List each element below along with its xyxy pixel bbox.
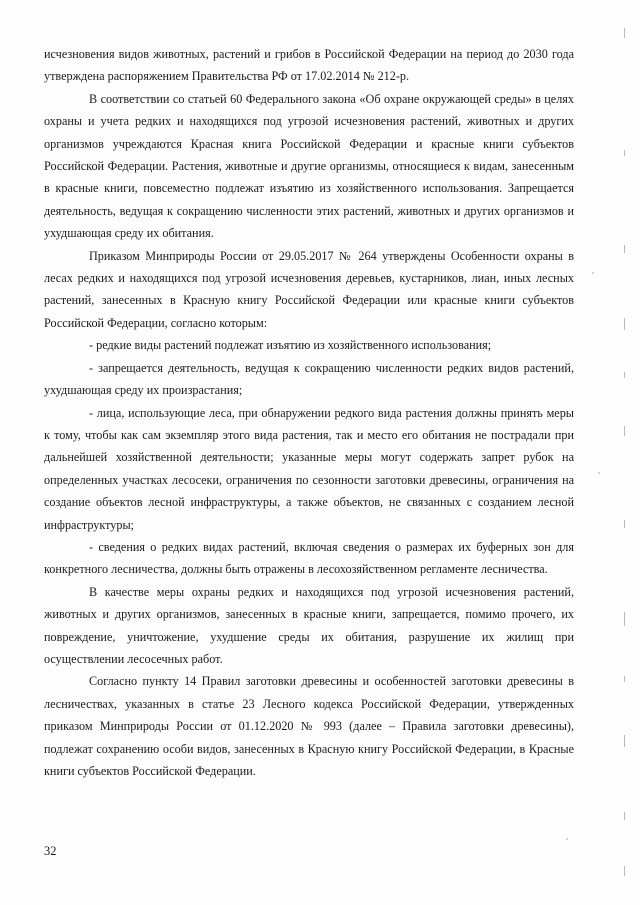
body-text bbox=[44, 43, 574, 782]
scan-speck bbox=[598, 472, 600, 474]
scan-mark bbox=[624, 245, 625, 253]
scan-speck bbox=[566, 838, 568, 840]
scan-mark bbox=[624, 426, 625, 436]
scan-mark bbox=[624, 150, 625, 156]
page-number: 32 bbox=[44, 844, 57, 858]
scan-mark bbox=[624, 520, 625, 528]
scan-speck bbox=[592, 272, 594, 274]
paragraph: В качестве меры охраны редких и находящихся под угрозой исчезновения растений, животных и других организмов, занесенных в красные книги, запрещается, помимо прочего, их повреждение, уничтожение, ухудшение среды их обитания, разрушение их жилищ при осуществлении лесосечных работ. bbox=[44, 584, 574, 666]
scan-mark bbox=[624, 372, 625, 378]
scan-mark bbox=[624, 812, 625, 820]
list-item: - лица, использующие леса, при обнаружении редкого вида растения должны принять меры к тому, чтобы как сам экземпляр этого вида растения, так и место его обитания не пострадали при дальнейшей хозяйственной деятельности; указанные меры могут содержать запрет рубок на определенных участках лесосеки, ограничения по сезонности заготовки древесины, ограничения на создание объектов лесной инфраструктуры, а также объектов, не связанных с созданием лесной инфраструктуры; bbox=[44, 405, 574, 532]
scan-mark bbox=[624, 318, 625, 330]
scan-mark bbox=[624, 676, 625, 682]
scan-mark bbox=[624, 28, 625, 38]
paragraph: В соответствии со статьей 60 Федерального закона «Об охране окружающей среды» в целях охраны и учета редких и находящихся под угрозой исчезновения растений, животных и других организмов учреждаются Красная книга Российской Федерации и красные книги субъектов Российской Федерации. Растения, животные и другие организмы, относящиеся к видам, занесенным в красные книги, повсеместно подлежат изъятию из хозяйственного использования. Запрещается деятельность, ведущая к сокращению численности этих растений, животных и других организмов и ухудшающая среду их обитания. bbox=[44, 91, 574, 241]
scan-mark bbox=[624, 866, 625, 876]
list-item: - сведения о редких видах растений, включая сведения о размерах их буферных зон для конкретного лесничества, должны быть отражены в лесохозяйственном регламенте лесничества. bbox=[44, 539, 574, 577]
paragraph: Приказом Минприроды России от 29.05.2017 № 264 утверждены Особенности охраны в лесах редких и находящихся под угрозой исчезновения деревьев, кустарников, лиан, иных лесных растений, занесенных в Красную книгу Российской Федерации или красные книги субъектов Российской Федерации, согласно которым: bbox=[44, 248, 574, 330]
list-item: - редкие виды растений подлежат изъятию из хозяйственного использования; bbox=[89, 338, 492, 353]
list-item: - запрещается деятельность, ведущая к сокращению численности редких видов растений, ухудшающая среду их произрастания; bbox=[44, 360, 574, 398]
scan-mark bbox=[624, 612, 625, 626]
scan-mark bbox=[624, 735, 625, 747]
paragraph: Согласно пункту 14 Правил заготовки древесины и особенностей заготовки древесины в лесничествах, указанных в статье 23 Лесного кодекса Российской Федерации, утвержденных приказом Минприроды России от 01.12.2020 № 993 (далее – Правила заготовки древесины), подлежат сохранению особи видов, занесенных в Красную книгу Российской Федерации, в Красные книги субъектов Российской Федерации. bbox=[44, 674, 574, 778]
paragraph: исчезновения видов животных, растений и грибов в Российской Федерации на период до 2030 года утверждена распоряжением Правительства РФ от 17.02.2014 № 212-р. bbox=[44, 47, 574, 84]
